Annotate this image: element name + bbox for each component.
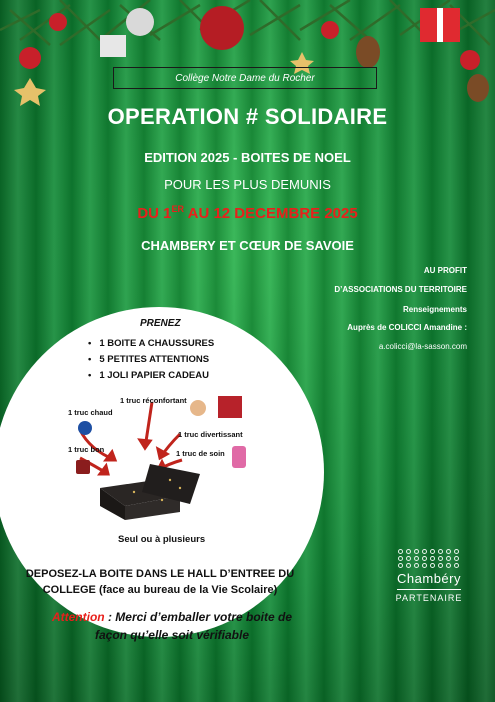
dates-superscript: ER: [171, 204, 185, 214]
location-line: CHAMBERY ET CŒUR DE SAVOIE: [141, 238, 354, 253]
list-item: • 1 JOLI PAPIER CADEAU: [88, 370, 214, 386]
items-list: [88, 338, 214, 386]
audience-line: POUR LES PLUS DEMUNIS: [164, 177, 331, 192]
dates-suffix: AU 12 DECEMBRE 2025: [184, 205, 358, 222]
chambery-dots-icon: [393, 549, 465, 568]
list-item: • 5 PETITES ATTENTIONS: [88, 354, 214, 370]
partner-name: Chambéry: [397, 571, 461, 586]
attention-note: [22, 608, 322, 644]
partner-label: PARTENAIRE: [395, 593, 463, 603]
christmas-garland-decoration: [0, 0, 495, 110]
gift-box-illustration: [60, 388, 270, 520]
label-reconfortant: 1 truc réconfortant: [120, 396, 187, 405]
partner-divider: [397, 589, 461, 590]
college-name-box: Collège Notre Dame du Rocher: [113, 67, 377, 89]
info-renseignements: Renseignements: [402, 305, 467, 314]
label-chaud: 1 truc chaud: [68, 408, 113, 417]
info-au-profit: AU PROFIT: [423, 266, 467, 275]
dates-line: [0, 204, 495, 222]
poster-title: OPERATION # SOLIDAIRE: [107, 104, 388, 129]
deposit-instructions: [0, 566, 320, 598]
list-item: • 1 BOITE A CHAUSSURES: [88, 338, 214, 354]
info-contact-name: Auprès de COLICCI Amandine :: [347, 323, 467, 332]
attention-line-1: : Merci d’emballer votre boite de: [104, 610, 293, 624]
label-soin: 1 truc de soin: [176, 449, 225, 458]
edition-line: EDITION 2025 - BOITES DE NOEL: [144, 150, 351, 165]
dates-prefix: DU 1: [137, 205, 172, 222]
seul-ou-plusieurs: Seul ou à plusieurs: [118, 534, 206, 545]
label-bon: 1 truc bon: [68, 445, 105, 454]
info-associations: D’ASSOCIATIONS DU TERRITOIRE: [334, 285, 467, 294]
prenez-heading: PRENEZ: [140, 318, 181, 329]
deposit-line-2: COLLEGE (face au bureau de la Vie Scolaire): [42, 584, 278, 596]
deposit-line-1: DEPOSEZ-LA BOITE DANS LE HALL D’ENTREE DU: [25, 568, 295, 580]
attention-line-2: façon qu’elle soit vérifiable: [94, 628, 250, 642]
info-email-link[interactable]: a.colicci@la-sasson.com: [378, 342, 467, 351]
chambery-partner-logo: [393, 549, 465, 603]
attention-label: Attention: [51, 610, 105, 624]
label-divertissant: 1 truc divertissant: [178, 430, 243, 439]
